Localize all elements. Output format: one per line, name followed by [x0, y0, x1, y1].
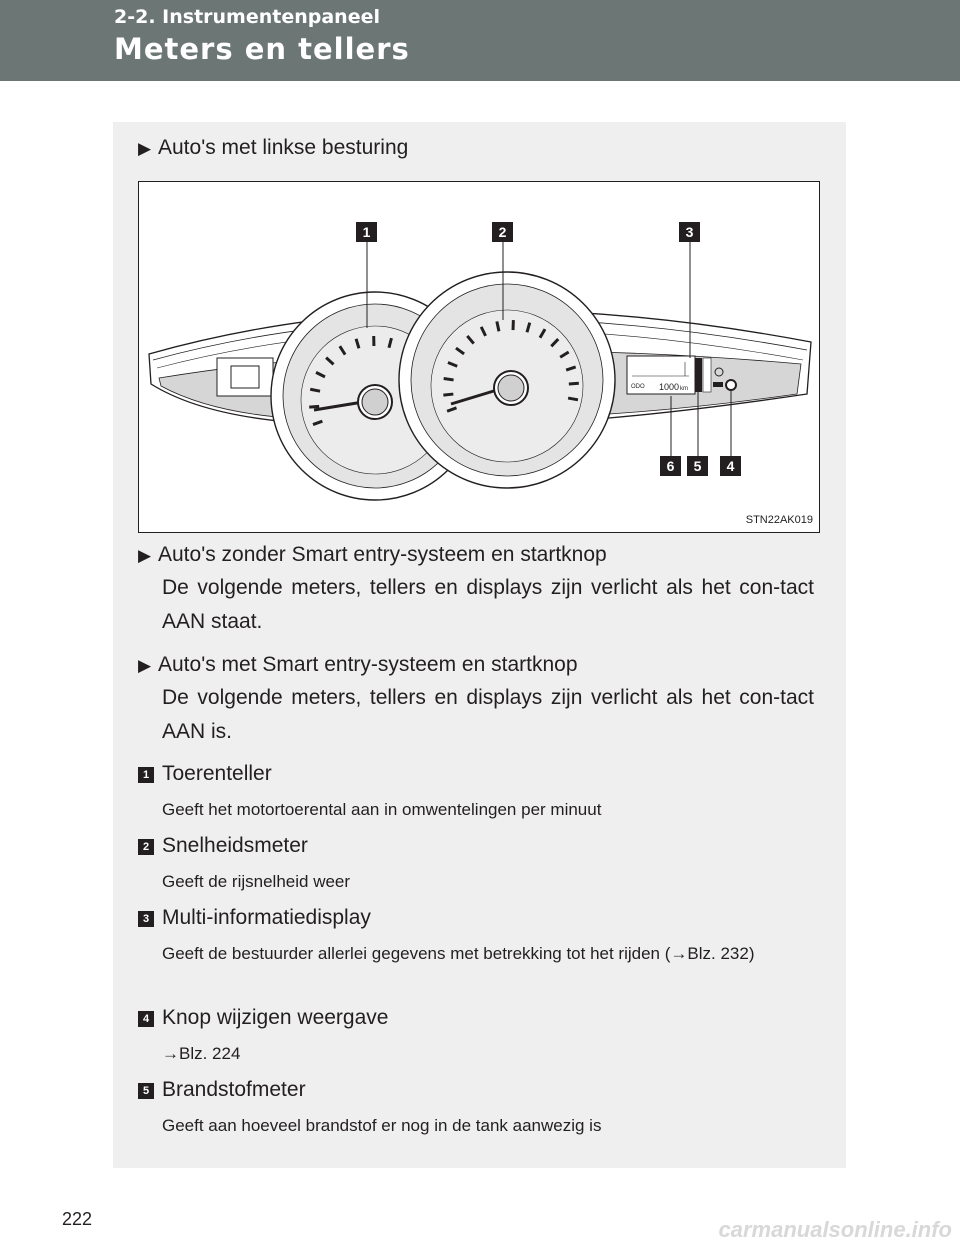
gauge-tick [310, 389, 320, 391]
condition-heading-1: ▶ Auto's zonder Smart entry-systeem en startknop [138, 543, 607, 566]
item-desc-speedometer: Geeft de rijsnelheid weer [162, 872, 351, 891]
callout-3: 3 [679, 222, 700, 242]
item-desc-fuel-gauge: Geeft aan hoeveel brandstof er nog in de tank aanwezig is [162, 1116, 602, 1135]
odo-unit: km [680, 386, 688, 392]
callout-4: 4 [720, 456, 741, 476]
cluster-illustration [139, 182, 820, 533]
chapter-header [0, 0, 960, 81]
gauge-tick [309, 406, 319, 407]
item-title-tachometer: Toerenteller [162, 762, 272, 785]
item-badge-5: 5 [138, 1083, 154, 1099]
item-badge-4: 4 [138, 1011, 154, 1027]
page-number: 222 [62, 1209, 93, 1229]
odo-value: 1000 [659, 382, 680, 392]
item-badge-2: 2 [138, 839, 154, 855]
page-title: Meters en tellers [114, 32, 410, 66]
gauge-tick [444, 379, 454, 380]
callout-6: 6 [660, 456, 681, 476]
triangle-bullet-icon: ▶ [138, 656, 152, 675]
callout-5: 5 [687, 456, 708, 476]
triangle-bullet-icon: ▶ [138, 546, 152, 565]
callout-1: 1 [356, 222, 377, 242]
gauge-tick [497, 321, 499, 331]
gauge-tick [568, 398, 578, 400]
item-badge-1: 1 [138, 767, 154, 783]
gauge-tick [569, 383, 579, 384]
condition-text-1: De volgende meters, tellers en displays zijn verlicht als het con-tact AAN staat. [162, 576, 814, 633]
item-desc-tachometer: Geeft het motortoerental aan in omwentelingen per minuut [162, 800, 602, 819]
condition-text-2: De volgende meters, tellers en displays zijn verlicht als het con-tact AAN is. [162, 686, 814, 743]
item-title-speedometer: Snelheidsmeter [162, 834, 308, 857]
callout-2: 2 [492, 222, 513, 242]
lhd-heading: ▶ Auto's met linkse besturing [138, 136, 409, 159]
item-badge-3: 3 [138, 911, 154, 927]
condition-heading-2: ▶ Auto's met Smart entry-systeem en startknop [138, 653, 578, 676]
triangle-bullet-icon: ▶ [138, 139, 152, 158]
diagram-code: STN22AK019 [745, 514, 813, 526]
odo-label: ODO [631, 384, 645, 390]
item-title-multi-info: Multi-informatiedisplay [162, 906, 371, 929]
instrument-cluster-diagram [138, 181, 820, 533]
item-desc-display-knob: →Blz. 224 [162, 1044, 241, 1063]
watermark: carmanualsonline.info [718, 1217, 952, 1242]
item-desc-multi-info: Geeft de bestuurder allerlei gegevens met betrekking tot het rijden (→Blz. 232) [162, 944, 755, 963]
gauge-tick [443, 394, 453, 395]
item-title-fuel-gauge: Brandstofmeter [162, 1078, 306, 1101]
section-label: 2-2. Instrumentenpaneel [114, 6, 380, 28]
item-title-display-knob: Knop wijzigen weergave [162, 1006, 389, 1029]
